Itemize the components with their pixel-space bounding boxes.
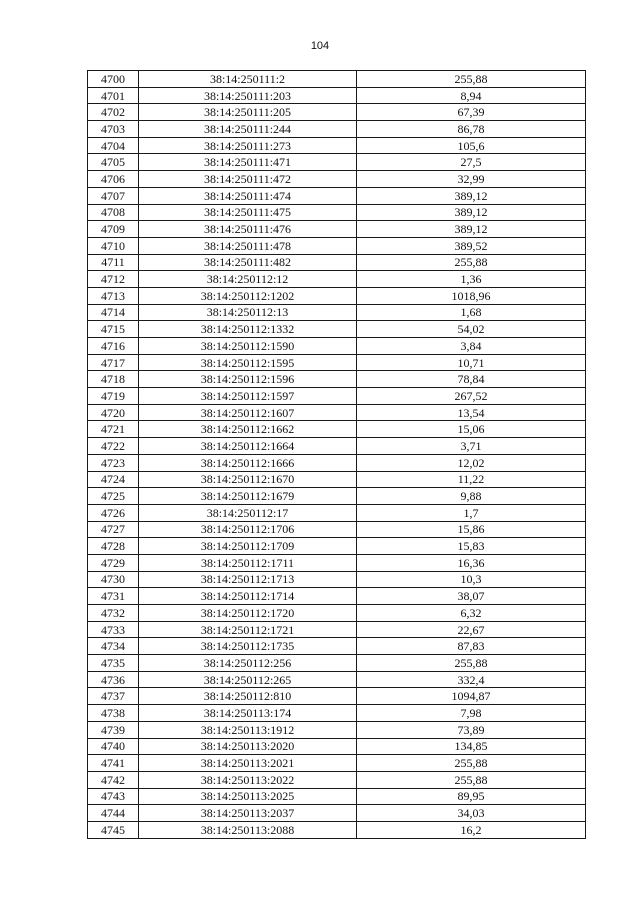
table-row <box>88 655 586 672</box>
table-row <box>88 755 586 772</box>
area-value-cell: 15,86 <box>357 521 586 538</box>
row-number-cell: 4706 <box>88 171 139 188</box>
table-row <box>88 521 586 538</box>
area-value-cell: 11,22 <box>357 471 586 488</box>
area-value-cell: 255,88 <box>357 254 586 271</box>
table-row <box>88 554 586 571</box>
row-number-cell: 4739 <box>88 721 139 738</box>
row-number-cell: 4722 <box>88 438 139 455</box>
cadastral-number-cell: 38:14:250112:17 <box>139 504 357 521</box>
row-number-cell: 4716 <box>88 338 139 355</box>
table-row <box>88 504 586 521</box>
cadastral-number-cell: 38:14:250112:256 <box>139 655 357 672</box>
area-value-cell: 1,7 <box>357 504 586 521</box>
cadastral-area-table <box>87 70 586 839</box>
table-row <box>88 571 586 588</box>
area-value-cell: 10,71 <box>357 354 586 371</box>
row-number-cell: 4728 <box>88 538 139 555</box>
cadastral-number-cell: 38:14:250111:478 <box>139 237 357 254</box>
cadastral-number-cell: 38:14:250112:1720 <box>139 605 357 622</box>
table-row <box>88 237 586 254</box>
cadastral-number-cell: 38:14:250113:2025 <box>139 788 357 805</box>
row-number-cell: 4744 <box>88 805 139 822</box>
cadastral-number-cell: 38:14:250111:474 <box>139 187 357 204</box>
table-row <box>88 104 586 121</box>
row-number-cell: 4713 <box>88 287 139 304</box>
table-row <box>88 738 586 755</box>
row-number-cell: 4712 <box>88 271 139 288</box>
cadastral-number-cell: 38:14:250112:1664 <box>139 438 357 455</box>
cadastral-number-cell: 38:14:250113:174 <box>139 705 357 722</box>
area-value-cell: 86,78 <box>357 121 586 138</box>
row-number-cell: 4730 <box>88 571 139 588</box>
row-number-cell: 4745 <box>88 821 139 838</box>
table-row <box>88 221 586 238</box>
row-number-cell: 4719 <box>88 388 139 405</box>
area-value-cell: 87,83 <box>357 638 586 655</box>
table-row <box>88 371 586 388</box>
row-number-cell: 4704 <box>88 137 139 154</box>
area-value-cell: 32,99 <box>357 171 586 188</box>
row-number-cell: 4721 <box>88 421 139 438</box>
area-value-cell: 389,12 <box>357 221 586 238</box>
cadastral-number-cell: 38:14:250112:1662 <box>139 421 357 438</box>
row-number-cell: 4701 <box>88 87 139 104</box>
row-number-cell: 4708 <box>88 204 139 221</box>
row-number-cell: 4726 <box>88 504 139 521</box>
row-number-cell: 4731 <box>88 588 139 605</box>
area-value-cell: 38,07 <box>357 588 586 605</box>
cadastral-number-cell: 38:14:250112:1607 <box>139 404 357 421</box>
table-row <box>88 254 586 271</box>
area-value-cell: 389,52 <box>357 237 586 254</box>
row-number-cell: 4718 <box>88 371 139 388</box>
cadastral-number-cell: 38:14:250113:2021 <box>139 755 357 772</box>
area-value-cell: 73,89 <box>357 721 586 738</box>
cadastral-number-cell: 38:14:250111:476 <box>139 221 357 238</box>
row-number-cell: 4733 <box>88 621 139 638</box>
cadastral-number-cell: 38:14:250112:13 <box>139 304 357 321</box>
area-value-cell: 389,12 <box>357 187 586 204</box>
area-value-cell: 1,68 <box>357 304 586 321</box>
area-value-cell: 9,88 <box>357 488 586 505</box>
area-value-cell: 134,85 <box>357 738 586 755</box>
cadastral-number-cell: 38:14:250112:1714 <box>139 588 357 605</box>
area-value-cell: 15,83 <box>357 538 586 555</box>
table-row <box>88 204 586 221</box>
table-row <box>88 805 586 822</box>
area-value-cell: 255,88 <box>357 755 586 772</box>
table-row <box>88 688 586 705</box>
cadastral-number-cell: 38:14:250111:203 <box>139 87 357 104</box>
cadastral-number-cell: 38:14:250112:1709 <box>139 538 357 555</box>
cadastral-number-cell: 38:14:250113:2088 <box>139 821 357 838</box>
table-row <box>88 71 586 88</box>
row-number-cell: 4729 <box>88 554 139 571</box>
row-number-cell: 4740 <box>88 738 139 755</box>
page-number: 104 <box>310 40 330 52</box>
cadastral-number-cell: 38:14:250112:1202 <box>139 287 357 304</box>
area-value-cell: 1094,87 <box>357 688 586 705</box>
table-row <box>88 454 586 471</box>
table-row <box>88 421 586 438</box>
cadastral-number-cell: 38:14:250113:2020 <box>139 738 357 755</box>
cadastral-number-cell: 38:14:250112:1711 <box>139 554 357 571</box>
cadastral-number-cell: 38:14:250111:471 <box>139 154 357 171</box>
area-value-cell: 105,6 <box>357 137 586 154</box>
area-value-cell: 255,88 <box>357 771 586 788</box>
table-row <box>88 388 586 405</box>
row-number-cell: 4735 <box>88 655 139 672</box>
area-value-cell: 34,03 <box>357 805 586 822</box>
area-value-cell: 389,12 <box>357 204 586 221</box>
row-number-cell: 4742 <box>88 771 139 788</box>
table-row <box>88 154 586 171</box>
row-number-cell: 4732 <box>88 605 139 622</box>
table-row <box>88 471 586 488</box>
table-row <box>88 721 586 738</box>
area-value-cell: 255,88 <box>357 655 586 672</box>
area-value-cell: 6,32 <box>357 605 586 622</box>
cadastral-number-cell: 38:14:250112:265 <box>139 671 357 688</box>
cadastral-number-cell: 38:14:250111:482 <box>139 254 357 271</box>
cadastral-number-cell: 38:14:250111:205 <box>139 104 357 121</box>
cadastral-number-cell: 38:14:250112:1713 <box>139 571 357 588</box>
table-body <box>88 71 586 839</box>
area-value-cell: 10,3 <box>357 571 586 588</box>
table-row <box>88 137 586 154</box>
area-value-cell: 1018,96 <box>357 287 586 304</box>
row-number-cell: 4707 <box>88 187 139 204</box>
row-number-cell: 4743 <box>88 788 139 805</box>
table-row <box>88 671 586 688</box>
table-row <box>88 588 586 605</box>
table-row <box>88 354 586 371</box>
cadastral-number-cell: 38:14:250111:472 <box>139 171 357 188</box>
cadastral-number-cell: 38:14:250112:1590 <box>139 338 357 355</box>
cadastral-number-cell: 38:14:250112:12 <box>139 271 357 288</box>
table-row <box>88 638 586 655</box>
cadastral-number-cell: 38:14:250113:2022 <box>139 771 357 788</box>
table-row <box>88 271 586 288</box>
area-value-cell: 3,84 <box>357 338 586 355</box>
row-number-cell: 4703 <box>88 121 139 138</box>
row-number-cell: 4717 <box>88 354 139 371</box>
cadastral-number-cell: 38:14:250112:1595 <box>139 354 357 371</box>
cadastral-number-cell: 38:14:250112:1706 <box>139 521 357 538</box>
row-number-cell: 4711 <box>88 254 139 271</box>
cadastral-number-cell: 38:14:250112:1735 <box>139 638 357 655</box>
cadastral-number-cell: 38:14:250112:1596 <box>139 371 357 388</box>
area-value-cell: 27,5 <box>357 154 586 171</box>
table-row <box>88 821 586 838</box>
table-row <box>88 621 586 638</box>
table-row <box>88 321 586 338</box>
row-number-cell: 4734 <box>88 638 139 655</box>
table-row <box>88 705 586 722</box>
area-value-cell: 16,36 <box>357 554 586 571</box>
row-number-cell: 4702 <box>88 104 139 121</box>
row-number-cell: 4737 <box>88 688 139 705</box>
row-number-cell: 4710 <box>88 237 139 254</box>
cadastral-number-cell: 38:14:250112:1721 <box>139 621 357 638</box>
table-row <box>88 438 586 455</box>
table-row <box>88 788 586 805</box>
row-number-cell: 4724 <box>88 471 139 488</box>
table-row <box>88 187 586 204</box>
area-value-cell: 3,71 <box>357 438 586 455</box>
row-number-cell: 4741 <box>88 755 139 772</box>
area-value-cell: 67,39 <box>357 104 586 121</box>
area-value-cell: 7,98 <box>357 705 586 722</box>
cadastral-number-cell: 38:14:250112:1597 <box>139 388 357 405</box>
row-number-cell: 4725 <box>88 488 139 505</box>
area-value-cell: 54,02 <box>357 321 586 338</box>
area-value-cell: 15,06 <box>357 421 586 438</box>
cadastral-number-cell: 38:14:250112:1679 <box>139 488 357 505</box>
row-number-cell: 4700 <box>88 71 139 88</box>
cadastral-number-cell: 38:14:250111:2 <box>139 71 357 88</box>
cadastral-number-cell: 38:14:250112:1670 <box>139 471 357 488</box>
cadastral-number-cell: 38:14:250112:1332 <box>139 321 357 338</box>
cadastral-number-cell: 38:14:250111:273 <box>139 137 357 154</box>
row-number-cell: 4715 <box>88 321 139 338</box>
area-value-cell: 13,54 <box>357 404 586 421</box>
area-value-cell: 332,4 <box>357 671 586 688</box>
area-value-cell: 267,52 <box>357 388 586 405</box>
table-row <box>88 304 586 321</box>
cadastral-number-cell: 38:14:250111:244 <box>139 121 357 138</box>
area-value-cell: 1,36 <box>357 271 586 288</box>
table-row <box>88 605 586 622</box>
row-number-cell: 4727 <box>88 521 139 538</box>
area-value-cell: 89,95 <box>357 788 586 805</box>
row-number-cell: 4709 <box>88 221 139 238</box>
table-row <box>88 538 586 555</box>
table-row <box>88 404 586 421</box>
row-number-cell: 4720 <box>88 404 139 421</box>
area-value-cell: 16,2 <box>357 821 586 838</box>
table-row <box>88 87 586 104</box>
row-number-cell: 4705 <box>88 154 139 171</box>
table-row <box>88 771 586 788</box>
row-number-cell: 4736 <box>88 671 139 688</box>
cadastral-number-cell: 38:14:250111:475 <box>139 204 357 221</box>
cadastral-number-cell: 38:14:250113:2037 <box>139 805 357 822</box>
cadastral-number-cell: 38:14:250112:1666 <box>139 454 357 471</box>
table-row <box>88 488 586 505</box>
area-value-cell: 78,84 <box>357 371 586 388</box>
area-value-cell: 12,02 <box>357 454 586 471</box>
row-number-cell: 4723 <box>88 454 139 471</box>
area-value-cell: 22,67 <box>357 621 586 638</box>
row-number-cell: 4714 <box>88 304 139 321</box>
cadastral-number-cell: 38:14:250113:1912 <box>139 721 357 738</box>
area-value-cell: 8,94 <box>357 87 586 104</box>
table-row <box>88 171 586 188</box>
table-row <box>88 121 586 138</box>
area-value-cell: 255,88 <box>357 71 586 88</box>
cadastral-number-cell: 38:14:250112:810 <box>139 688 357 705</box>
table-row <box>88 287 586 304</box>
row-number-cell: 4738 <box>88 705 139 722</box>
table-row <box>88 338 586 355</box>
